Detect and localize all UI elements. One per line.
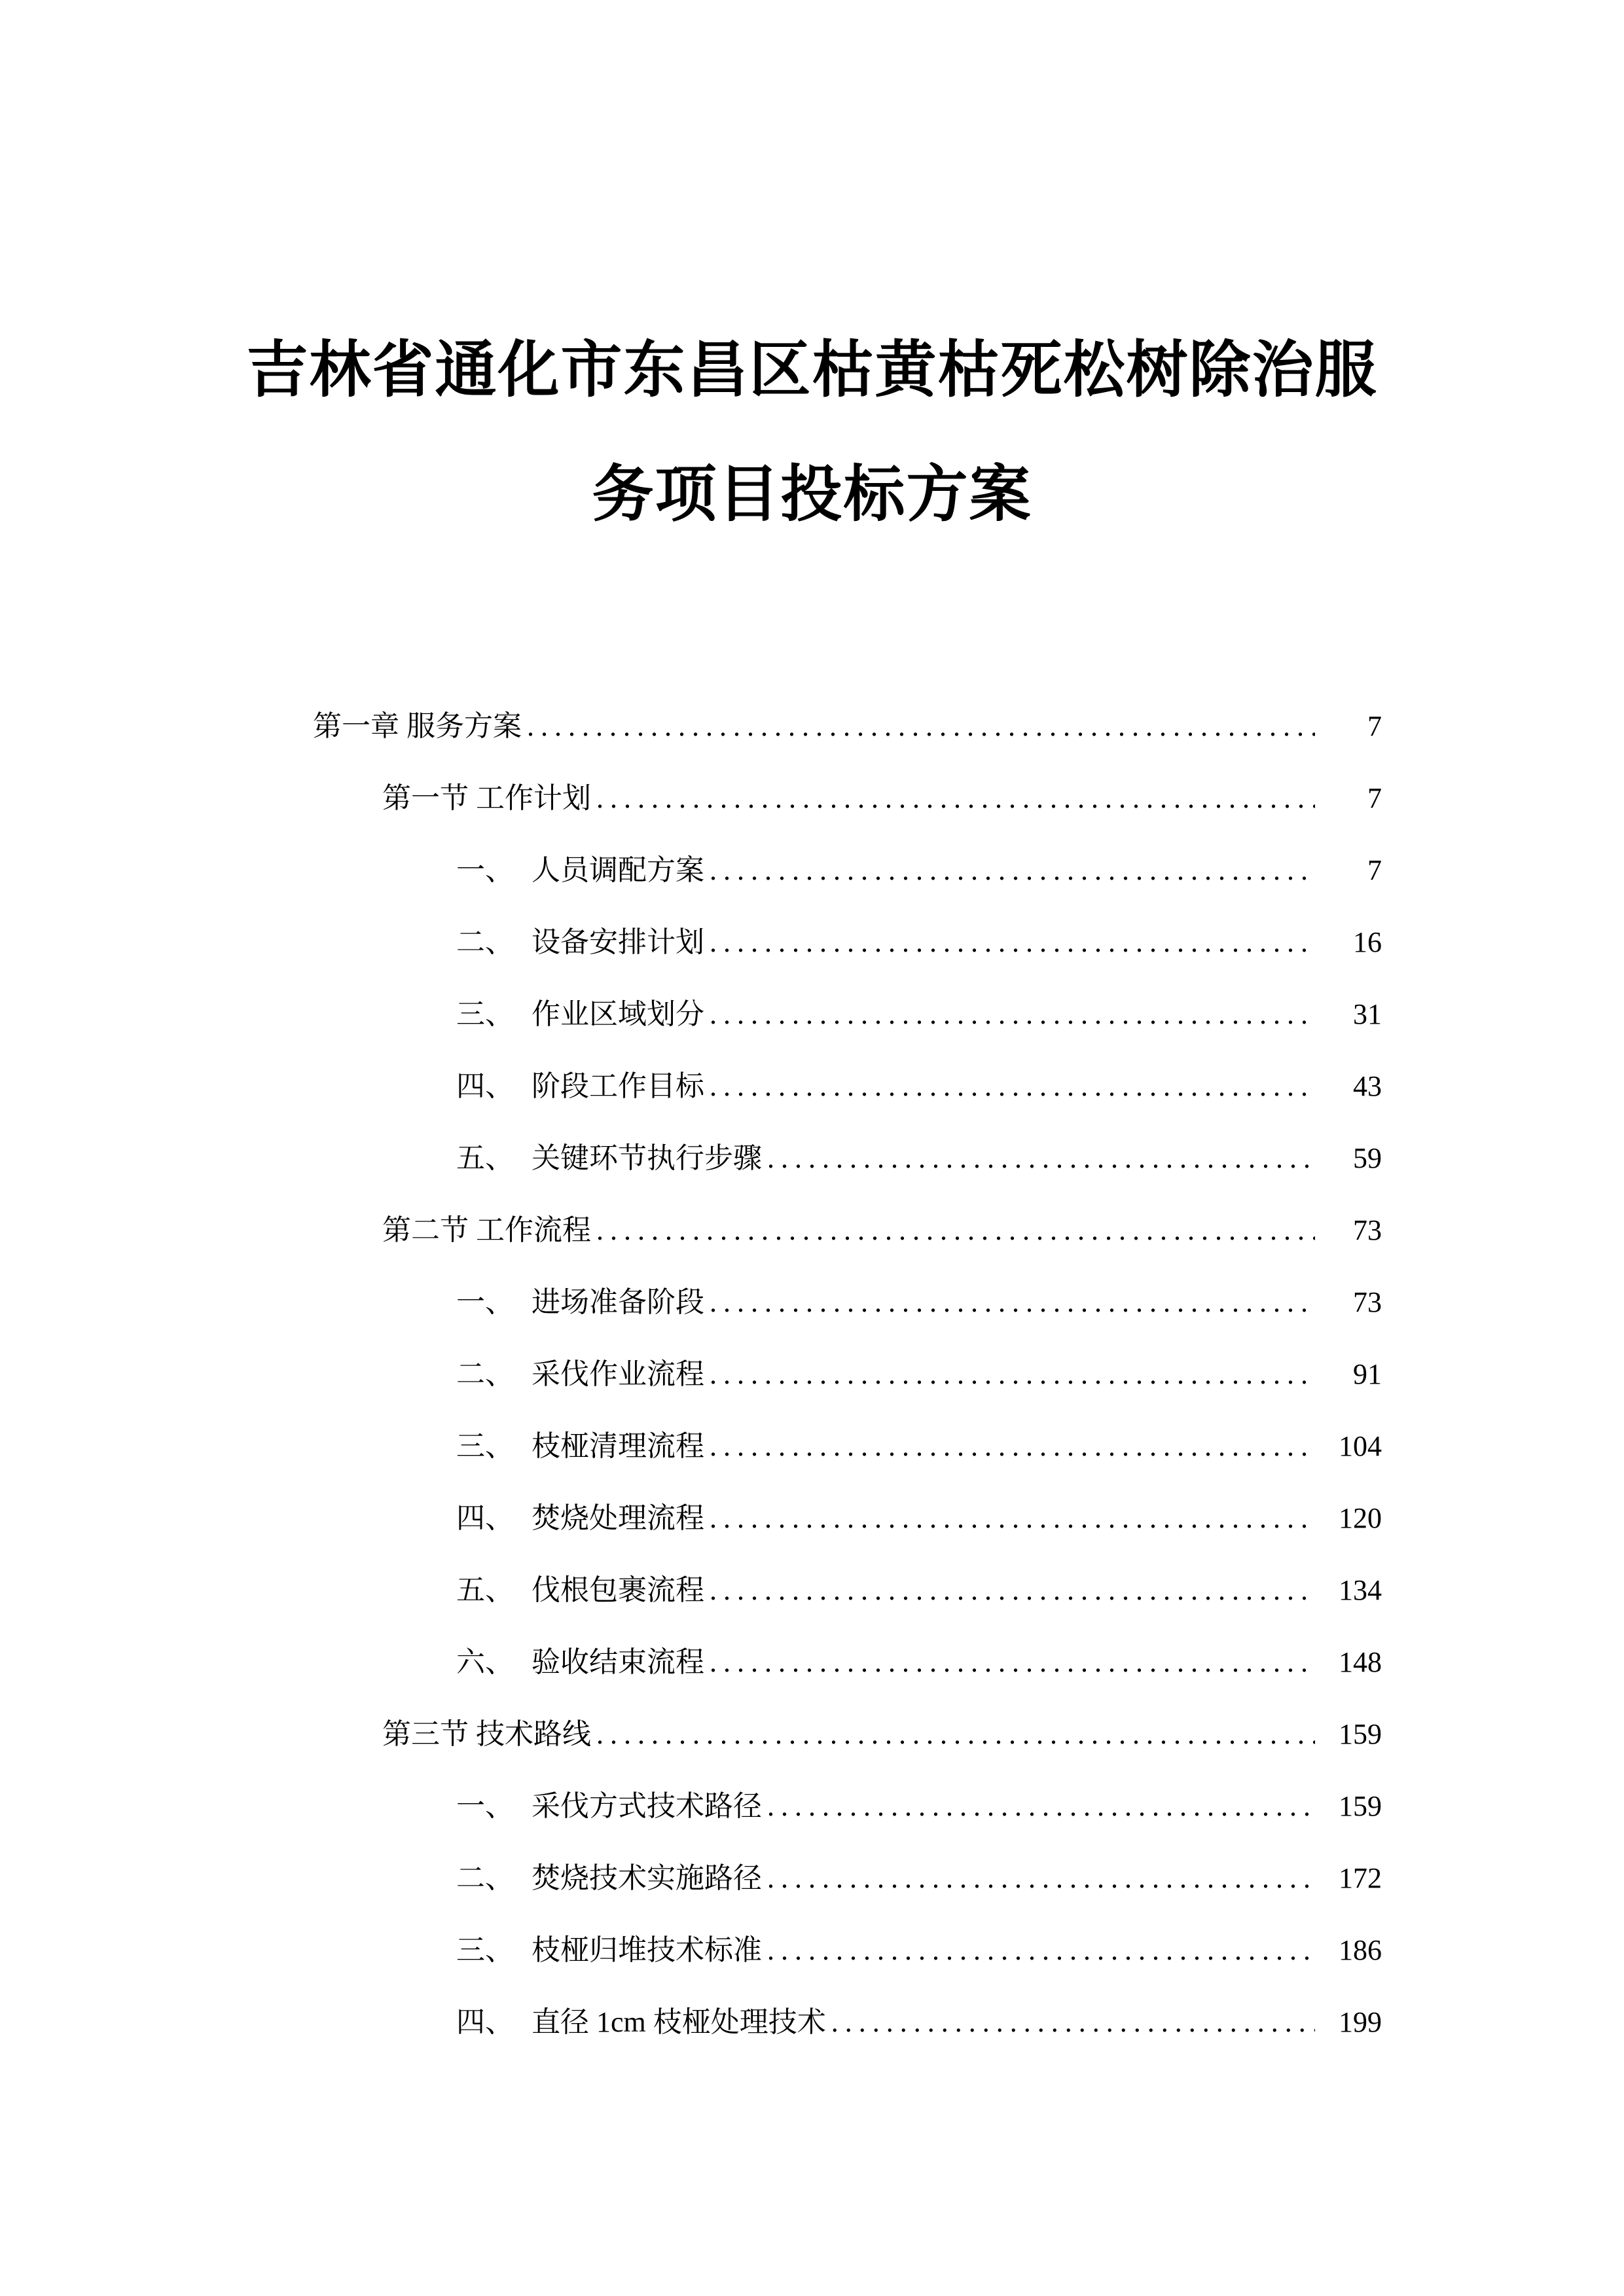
toc-leader-dots bbox=[710, 978, 1315, 1050]
toc bbox=[313, 691, 1382, 2058]
toc-row bbox=[313, 762, 1382, 834]
toc-page-number: 59 bbox=[1353, 1142, 1382, 1174]
toc-page-number: 31 bbox=[1353, 998, 1382, 1030]
toc-entry-label: 直径 1cm 枝桠处理技术 bbox=[532, 2006, 826, 2038]
toc-entry-label: 采伐方式技术路径 bbox=[532, 1790, 762, 1822]
toc-page-number: 91 bbox=[1353, 1358, 1382, 1390]
toc-page-number: 7 bbox=[1367, 710, 1382, 742]
toc-leader-dots bbox=[710, 1338, 1315, 1410]
toc-row bbox=[313, 1770, 1382, 1842]
toc-page-number: 104 bbox=[1339, 1430, 1382, 1462]
toc-row bbox=[313, 978, 1382, 1050]
toc-leader-dots bbox=[710, 906, 1315, 978]
toc-page-number: 148 bbox=[1339, 1646, 1382, 1678]
toc-entry-number: 二、 bbox=[456, 926, 514, 958]
toc-entry-label: 阶段工作目标 bbox=[532, 1070, 704, 1102]
toc-row bbox=[313, 1698, 1382, 1770]
toc-page-number: 159 bbox=[1339, 1718, 1382, 1750]
title-line-2: 务项目投标方案 bbox=[592, 459, 1032, 528]
toc-leader-dots bbox=[710, 1050, 1315, 1122]
toc-leader-dots bbox=[710, 1626, 1315, 1698]
toc-row bbox=[313, 1842, 1382, 1914]
toc-leader-dots bbox=[710, 834, 1315, 906]
toc-page-number: 73 bbox=[1353, 1214, 1382, 1246]
toc-entry-label: 枝桠归堆技术标准 bbox=[532, 1934, 762, 1966]
toc-row bbox=[313, 1122, 1382, 1194]
toc-entry-number: 五、 bbox=[456, 1574, 514, 1606]
toc-leader-dots bbox=[710, 1266, 1315, 1338]
toc-entry-label: 第一节 工作计划 bbox=[382, 782, 591, 814]
toc-entry-label: 枝桠清理流程 bbox=[532, 1430, 704, 1462]
toc-page-number: 16 bbox=[1353, 926, 1382, 958]
toc-entry-label: 人员调配方案 bbox=[532, 854, 704, 886]
toc-row bbox=[313, 1554, 1382, 1626]
toc-leader-dots bbox=[710, 1554, 1315, 1626]
toc-entry-number: 一、 bbox=[456, 1286, 514, 1318]
toc-leader-dots bbox=[767, 1842, 1315, 1914]
toc-row bbox=[313, 834, 1382, 906]
toc-entry-label: 验收结束流程 bbox=[532, 1646, 704, 1678]
toc-entry-label: 伐根包裹流程 bbox=[532, 1574, 704, 1606]
toc-entry-label: 第一章 服务方案 bbox=[313, 710, 522, 742]
toc-row bbox=[313, 1986, 1382, 2058]
toc-entry-label: 采伐作业流程 bbox=[532, 1358, 704, 1390]
toc-row bbox=[313, 1050, 1382, 1122]
toc-leader-dots bbox=[767, 1122, 1315, 1194]
toc-entry-number: 六、 bbox=[456, 1646, 514, 1678]
title-line-1: 吉林省通化市东昌区枯黄枯死松树除治服 bbox=[246, 335, 1378, 404]
toc-leader-dots bbox=[596, 762, 1315, 834]
toc-entry-number: 三、 bbox=[456, 1430, 514, 1462]
toc-leader-dots bbox=[527, 691, 1315, 762]
toc-page-number: 172 bbox=[1339, 1862, 1382, 1894]
toc-row bbox=[313, 1338, 1382, 1410]
toc-entry-label: 第二节 工作流程 bbox=[382, 1214, 591, 1246]
toc-entry-label: 进场准备阶段 bbox=[532, 1286, 704, 1318]
toc-entry-number: 三、 bbox=[456, 1934, 514, 1966]
toc-leader-dots bbox=[596, 1698, 1315, 1770]
toc-leader-dots bbox=[710, 1410, 1315, 1482]
toc-page-number: 43 bbox=[1353, 1070, 1382, 1102]
toc-page-number: 7 bbox=[1367, 854, 1382, 886]
toc-row bbox=[313, 906, 1382, 978]
toc-entry-label: 关键环节执行步骤 bbox=[532, 1142, 762, 1174]
toc-page-number: 7 bbox=[1367, 782, 1382, 814]
toc-leader-dots bbox=[710, 1482, 1315, 1554]
toc-entry-label: 焚烧处理流程 bbox=[532, 1502, 704, 1534]
toc-row bbox=[313, 1194, 1382, 1266]
toc-row bbox=[313, 1626, 1382, 1698]
toc-entry-label: 焚烧技术实施路径 bbox=[532, 1862, 762, 1894]
toc-leader-dots bbox=[831, 1986, 1315, 2058]
toc-entry-number: 四、 bbox=[456, 1070, 514, 1102]
toc-entry-number: 四、 bbox=[456, 1502, 514, 1534]
toc-entry-number: 四、 bbox=[456, 2006, 514, 2038]
toc-entry-label: 第三节 技术路线 bbox=[382, 1718, 591, 1750]
toc-entry-number: 三、 bbox=[456, 998, 514, 1030]
toc-leader-dots bbox=[767, 1770, 1315, 1842]
toc-entry-number: 一、 bbox=[456, 854, 514, 886]
toc-page-number: 120 bbox=[1339, 1502, 1382, 1534]
toc-leader-dots bbox=[596, 1194, 1315, 1266]
toc-page-number: 186 bbox=[1339, 1934, 1382, 1966]
toc-row bbox=[313, 1266, 1382, 1338]
toc-row bbox=[313, 1914, 1382, 1986]
toc-page-number: 159 bbox=[1339, 1790, 1382, 1822]
toc-entry-number: 二、 bbox=[456, 1862, 514, 1894]
toc-entry-number: 五、 bbox=[456, 1142, 514, 1174]
toc-page-number: 134 bbox=[1339, 1574, 1382, 1606]
toc-page-number: 73 bbox=[1353, 1286, 1382, 1318]
toc-row bbox=[313, 691, 1382, 762]
toc-page-number: 199 bbox=[1339, 2006, 1382, 2038]
toc-entry-label: 设备安排计划 bbox=[532, 926, 704, 958]
toc-row bbox=[313, 1410, 1382, 1482]
toc-entry-number: 二、 bbox=[456, 1358, 514, 1390]
toc-row bbox=[313, 1482, 1382, 1554]
toc-leader-dots bbox=[767, 1914, 1315, 1986]
document-title bbox=[131, 308, 1493, 556]
toc-entry-number: 一、 bbox=[456, 1790, 514, 1822]
toc-entry-label: 作业区域划分 bbox=[532, 998, 704, 1030]
